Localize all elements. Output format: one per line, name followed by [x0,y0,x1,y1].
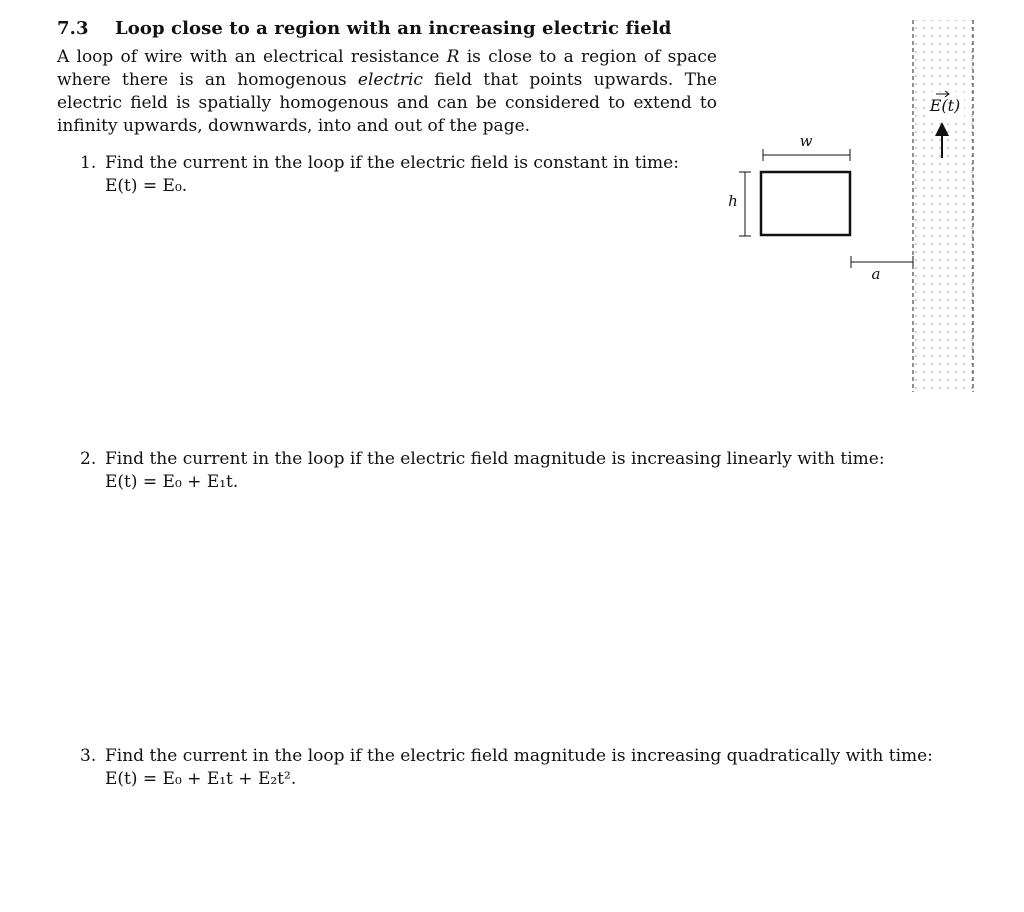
question-equation: E(t) = E₀. [105,176,188,196]
section-number: 7.3 [57,18,89,39]
width-label: w [799,132,813,150]
question-text: Find the current in the loop if the electric field magnitude is increasing quadratically with time: [105,746,933,766]
height-label: h [728,192,738,210]
field-region [913,20,973,392]
question-equation: E(t) = E₀ + E₁t + E₂t². [105,769,297,789]
question-number: 1. [80,153,97,173]
wire-loop [761,172,850,235]
section-title: Loop close to a region with an increasing electric field [115,18,672,39]
resistance-symbol: R [446,47,460,67]
field-label: E(t) [929,96,961,115]
intro-text-1: A loop of wire with an electrical resistance [57,47,447,67]
intro-text-3: field that points upwards. The electric field is spatially homogenous and can be considered to extend to infinity upwards, downwards, into and out of the page. [57,70,717,136]
intro-emphasis: electric [357,70,423,90]
question-3 [80,745,933,791]
question-number: 2. [80,449,97,469]
question-text: Find the current in the loop if the electric field magnitude is increasing linearly with time: [105,449,885,469]
distance-label: a [871,265,881,283]
question-2 [80,448,885,494]
intro-text-2: is close to a region of space where there is an homogenous [57,47,717,90]
question-number: 3. [80,746,97,766]
question-equation: E(t) = E₀ + E₁t. [105,472,239,492]
question-text: Find the current in the loop if the electric field is constant in time: [105,153,679,173]
loop-diagram [0,0,1024,420]
